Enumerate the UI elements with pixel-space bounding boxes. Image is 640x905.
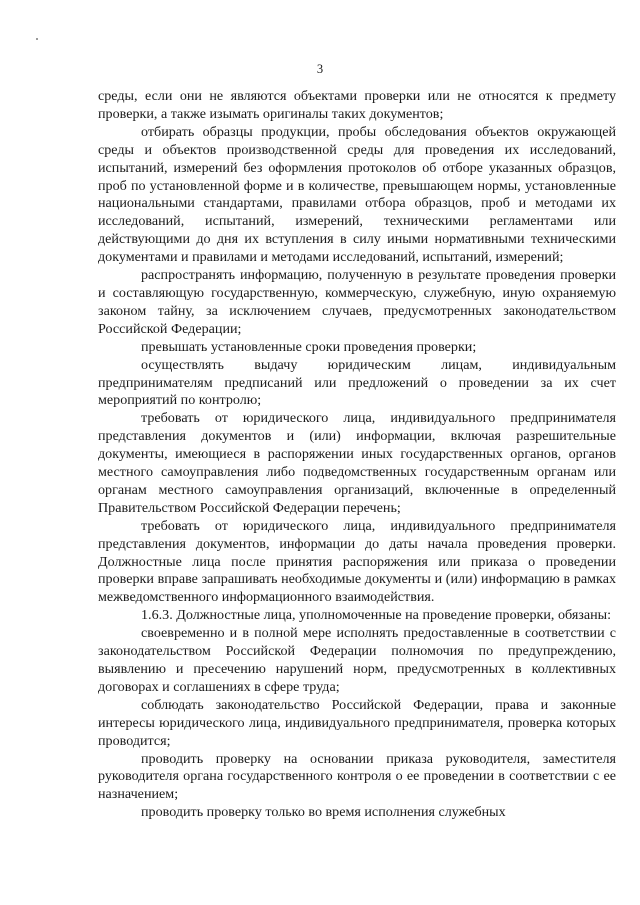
paragraph: отбирать образцы продукции, пробы обследования объектов окружающей среды и объектов производственной среды для проведения их исследований, испытаний, измерений без оформления протоколов об отборе указанных образцов, проб по установленной форме и в количестве, превышающем нормы, установленные национальными стандартами, правилами отбора образцов, проб и методами их исследований, испытаний, измерений, техническими регламентами или действующими до дня их вступления в силу иными нормативными техническими документами и правилами и методами исследований, испытаний, измерений; xyxy=(98,123,616,266)
paragraph: распространять информацию, полученную в результате проведения проверки и составляющую государственную, коммерческую, служебную, иную охраняемую законом тайну, за исключением случаев, предусмотренных законодательством Российской Федерации; xyxy=(98,267,616,337)
paragraph: среды, если они не являются объектами проверки или не относятся к предмету проверки, а также изымать оригиналы таких документов; xyxy=(98,88,616,122)
paragraph: требовать от юридического лица, индивидуального предпринимателя представления документов и (или) информации, включая разрешительные документы, имеющиеся в распоряжении иных государственных органов, органов местного самоуправления либо подведомственных государственным органам или органам местного самоуправления организаций, включенные в определенный Правительством Российской Федерации перечень; xyxy=(98,410,616,516)
paragraph: своевременно и в полной мере исполнять предоставленные в соответствии с законодательством Российской Федерации полномочия по предупреждению, выявлению и пресечению нарушений норм, предусмотренных в коллективных договорах и соглашениях в сфере труда; xyxy=(98,625,616,695)
paragraph: требовать от юридического лица, индивидуального предпринимателя представления документов, информации до даты начала проведения проверки. Должностные лица после принятия распоряжения или приказа о проведении проверки вправе запрашивать необходимые документы и (или) информацию в рамках межведомственного информационного взаимодействия. xyxy=(98,517,616,606)
paragraph: осуществлять выдачу юридическим лицам, индивидуальным предпринимателям предписаний или предложений о проведении за их счет мероприятий по контролю; xyxy=(98,356,616,409)
scan-speck xyxy=(36,38,38,40)
document-body xyxy=(98,88,616,822)
paragraph: проводить проверку только во время исполнения служебных xyxy=(141,804,506,821)
page-number: 3 xyxy=(316,62,324,76)
paragraph: 1.6.3. Должностные лица, уполномоченные на проведение проверки, обязаны: xyxy=(141,607,612,624)
paragraph: проводить проверку на основании приказа руководителя, заместителя руководителя органа государственного контроля о ее проведении в соответствии с ее назначением; xyxy=(98,750,616,803)
paragraph: соблюдать законодательство Российской Федерации, права и законные интересы юридического лица, индивидуального предпринимателя, проверка которых проводится; xyxy=(98,696,616,749)
paragraph: превышать установленные сроки проведения проверки; xyxy=(141,338,477,355)
